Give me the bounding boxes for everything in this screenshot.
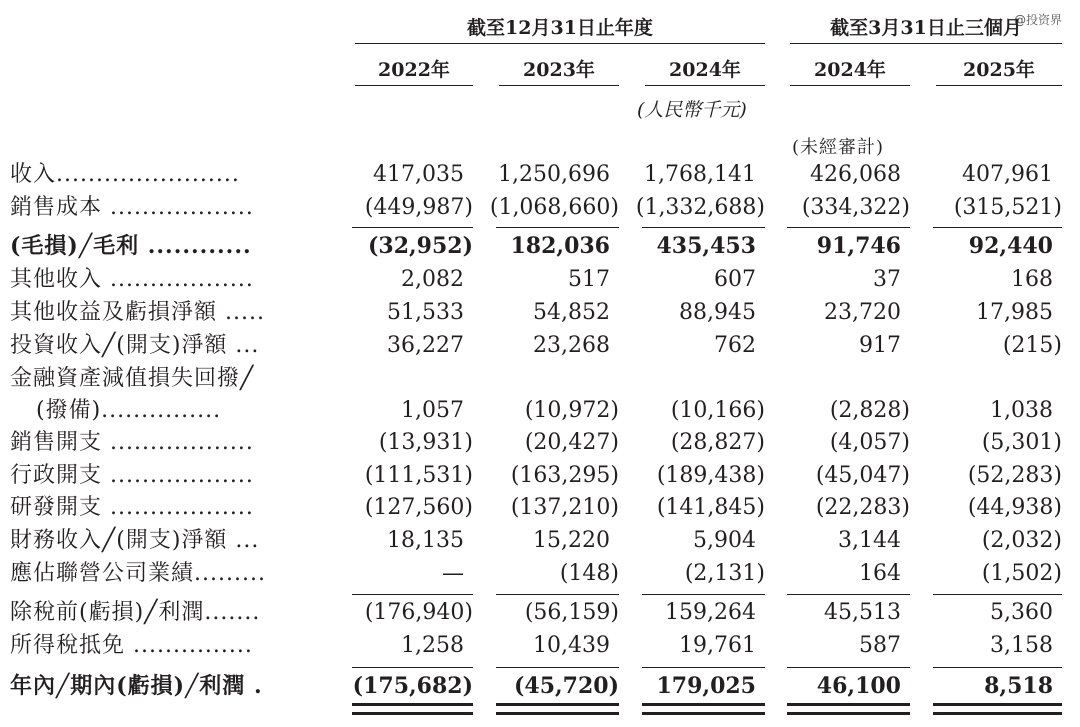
row-value: 46,100 bbox=[816, 673, 901, 699]
row-value: (28,827) bbox=[670, 430, 765, 455]
row-value: 3,144 bbox=[838, 528, 901, 553]
row-value: (137,210) bbox=[510, 495, 619, 520]
year-header-q1-2024: 2024年 bbox=[790, 55, 910, 86]
row-value: 5,904 bbox=[693, 528, 756, 553]
row-value: (2,032) bbox=[981, 528, 1062, 553]
table-row bbox=[0, 670, 1080, 702]
row-label: 財務收入╱(開支)淨額 ... bbox=[10, 528, 260, 553]
subtotal-rule bbox=[352, 667, 473, 668]
year-header-2023: 2023年 bbox=[499, 55, 619, 86]
row-value: 1,258 bbox=[401, 633, 464, 658]
row-value: 607 bbox=[714, 267, 756, 292]
subtotal-rule bbox=[352, 227, 473, 228]
row-value: 3,158 bbox=[990, 633, 1053, 658]
table-row bbox=[0, 192, 1080, 224]
row-value: (1,068,660) bbox=[489, 195, 619, 220]
row-value: 1,038 bbox=[990, 398, 1053, 423]
row-value: 426,068 bbox=[810, 162, 901, 187]
row-value: (1,332,688) bbox=[635, 195, 765, 220]
row-label: 銷售開支 .................. bbox=[10, 430, 254, 455]
unit-note: (人民幣千元) bbox=[637, 99, 747, 121]
row-value: (334,322) bbox=[801, 195, 910, 220]
row-label: 年內╱期內(虧損)╱利潤 . bbox=[10, 673, 263, 699]
row-value: 407,961 bbox=[962, 162, 1053, 187]
row-label: 銷售成本 .................. bbox=[10, 195, 254, 220]
subtotal-rule bbox=[933, 667, 1062, 668]
row-value: (45,047) bbox=[815, 463, 910, 488]
row-value: 1,057 bbox=[401, 398, 464, 423]
table-row bbox=[0, 630, 1080, 662]
row-label: 投資收入╱(開支)淨額 ... bbox=[10, 333, 260, 358]
row-value: (148) bbox=[559, 561, 619, 586]
table-row bbox=[0, 264, 1080, 296]
row-value: 435,453 bbox=[656, 233, 756, 259]
row-value: 17,985 bbox=[976, 300, 1053, 325]
row-value: (449,987) bbox=[364, 195, 473, 220]
row-value bbox=[484, 363, 619, 395]
subtotal-rule bbox=[642, 594, 765, 595]
table-row bbox=[0, 597, 1080, 629]
table-row bbox=[0, 297, 1080, 329]
row-value: (45,720) bbox=[513, 673, 619, 699]
row-label: 其他收益及虧損淨額 ..... bbox=[10, 300, 265, 325]
row-value: (315,521) bbox=[953, 195, 1062, 220]
table-row bbox=[0, 558, 1080, 590]
row-label: 收入....................... bbox=[10, 162, 240, 187]
year-header-2022: 2022年 bbox=[355, 55, 473, 86]
table-row bbox=[0, 395, 1080, 427]
row-value: 517 bbox=[568, 267, 610, 292]
row-label: (撥備)............... bbox=[36, 398, 222, 423]
row-value: 15,220 bbox=[533, 528, 610, 553]
row-value: 917 bbox=[859, 333, 901, 358]
table-row bbox=[0, 525, 1080, 557]
table-row bbox=[0, 159, 1080, 191]
subtotal-rule bbox=[787, 667, 910, 668]
row-value: 182,036 bbox=[510, 233, 610, 259]
row-value: 45,513 bbox=[824, 600, 901, 625]
row-value bbox=[340, 363, 473, 395]
subtotal-rule bbox=[787, 594, 910, 595]
row-value: 18,135 bbox=[387, 528, 464, 553]
row-value: (32,952) bbox=[367, 233, 473, 259]
row-value: 179,025 bbox=[656, 673, 756, 699]
total-double-rule bbox=[933, 703, 1062, 715]
row-value: 91,746 bbox=[816, 233, 901, 259]
row-value: 168 bbox=[1011, 267, 1053, 292]
row-value: (175,682) bbox=[352, 673, 473, 699]
row-value: (1,502) bbox=[981, 561, 1062, 586]
row-value: (189,438) bbox=[656, 463, 765, 488]
year-header-2024: 2024年 bbox=[645, 55, 765, 86]
row-value: (20,427) bbox=[524, 430, 619, 455]
row-value: (111,531) bbox=[364, 463, 473, 488]
row-value: 2,082 bbox=[401, 267, 464, 292]
row-value: 164 bbox=[859, 561, 901, 586]
quarter-span-header: 截至3月31日止三個月 bbox=[790, 13, 1062, 44]
row-label: 行政開支 .................. bbox=[10, 463, 254, 488]
table-row bbox=[0, 363, 1080, 395]
row-value: 1,768,141 bbox=[644, 162, 756, 187]
table-row bbox=[0, 230, 1080, 262]
row-value: (52,283) bbox=[967, 463, 1062, 488]
row-label: (毛損)╱毛利 ............ bbox=[10, 233, 252, 259]
total-double-rule bbox=[352, 703, 473, 715]
row-value bbox=[775, 363, 910, 395]
subtotal-rule bbox=[642, 227, 765, 228]
row-value: 19,761 bbox=[679, 633, 756, 658]
row-value: (5,301) bbox=[981, 430, 1062, 455]
row-value: 1,250,696 bbox=[498, 162, 610, 187]
total-double-rule bbox=[642, 703, 765, 715]
subtotal-rule bbox=[787, 227, 910, 228]
row-value: — bbox=[442, 561, 464, 586]
table-row bbox=[0, 492, 1080, 524]
row-label: 金融資產減值損失回撥╱ bbox=[10, 366, 255, 391]
row-value: 159,264 bbox=[665, 600, 756, 625]
subtotal-rule bbox=[496, 227, 619, 228]
row-value: 8,518 bbox=[984, 673, 1053, 699]
row-label: 除稅前(虧損)╱利潤....... bbox=[10, 600, 261, 625]
table-row bbox=[0, 427, 1080, 459]
watermark-text: @投资界 bbox=[1014, 13, 1063, 27]
row-value: (4,057) bbox=[829, 430, 910, 455]
row-value: (13,931) bbox=[378, 430, 473, 455]
row-value: (163,295) bbox=[510, 463, 619, 488]
row-value bbox=[630, 363, 765, 395]
row-label: 研發開支 .................. bbox=[10, 495, 254, 520]
row-label: 其他收入 .................. bbox=[10, 267, 254, 292]
row-value: (176,940) bbox=[364, 600, 473, 625]
row-value bbox=[921, 363, 1062, 395]
row-value: (2,131) bbox=[684, 561, 765, 586]
fiscal-year-span-header: 截至12月31日止年度 bbox=[355, 13, 765, 44]
subtotal-rule bbox=[642, 667, 765, 668]
year-header-q1-2025: 2025年 bbox=[936, 55, 1062, 86]
total-double-rule bbox=[496, 703, 619, 715]
subtotal-rule bbox=[496, 667, 619, 668]
row-value: 23,720 bbox=[824, 300, 901, 325]
subtotal-rule bbox=[933, 594, 1062, 595]
row-value: (56,159) bbox=[524, 600, 619, 625]
row-value: 5,360 bbox=[990, 600, 1053, 625]
row-value: (22,283) bbox=[815, 495, 910, 520]
row-value: 37 bbox=[873, 267, 901, 292]
row-value: 88,945 bbox=[679, 300, 756, 325]
row-value: 762 bbox=[714, 333, 756, 358]
row-value: (2,828) bbox=[829, 398, 910, 423]
row-value: (10,166) bbox=[670, 398, 765, 423]
total-double-rule bbox=[787, 703, 910, 715]
row-value: 417,035 bbox=[373, 162, 464, 187]
row-value: 36,227 bbox=[387, 333, 464, 358]
subtotal-rule bbox=[352, 594, 473, 595]
row-value: 92,440 bbox=[968, 233, 1053, 259]
row-value: (10,972) bbox=[524, 398, 619, 423]
row-value: 587 bbox=[859, 633, 901, 658]
row-value: 54,852 bbox=[533, 300, 610, 325]
row-value: (44,938) bbox=[967, 495, 1062, 520]
row-value: (141,845) bbox=[656, 495, 765, 520]
row-value: 23,268 bbox=[533, 333, 610, 358]
table-row bbox=[0, 330, 1080, 362]
unaudited-note: (未經審計) bbox=[792, 137, 885, 158]
table-row bbox=[0, 460, 1080, 492]
row-value: (127,560) bbox=[364, 495, 473, 520]
row-label: 所得稅抵免 ............... bbox=[10, 633, 253, 658]
row-value: 51,533 bbox=[387, 300, 464, 325]
row-value: 10,439 bbox=[533, 633, 610, 658]
row-label: 應佔聯營公司業績......... bbox=[10, 561, 266, 586]
row-value: (215) bbox=[1002, 333, 1062, 358]
subtotal-rule bbox=[496, 594, 619, 595]
subtotal-rule bbox=[933, 227, 1062, 228]
